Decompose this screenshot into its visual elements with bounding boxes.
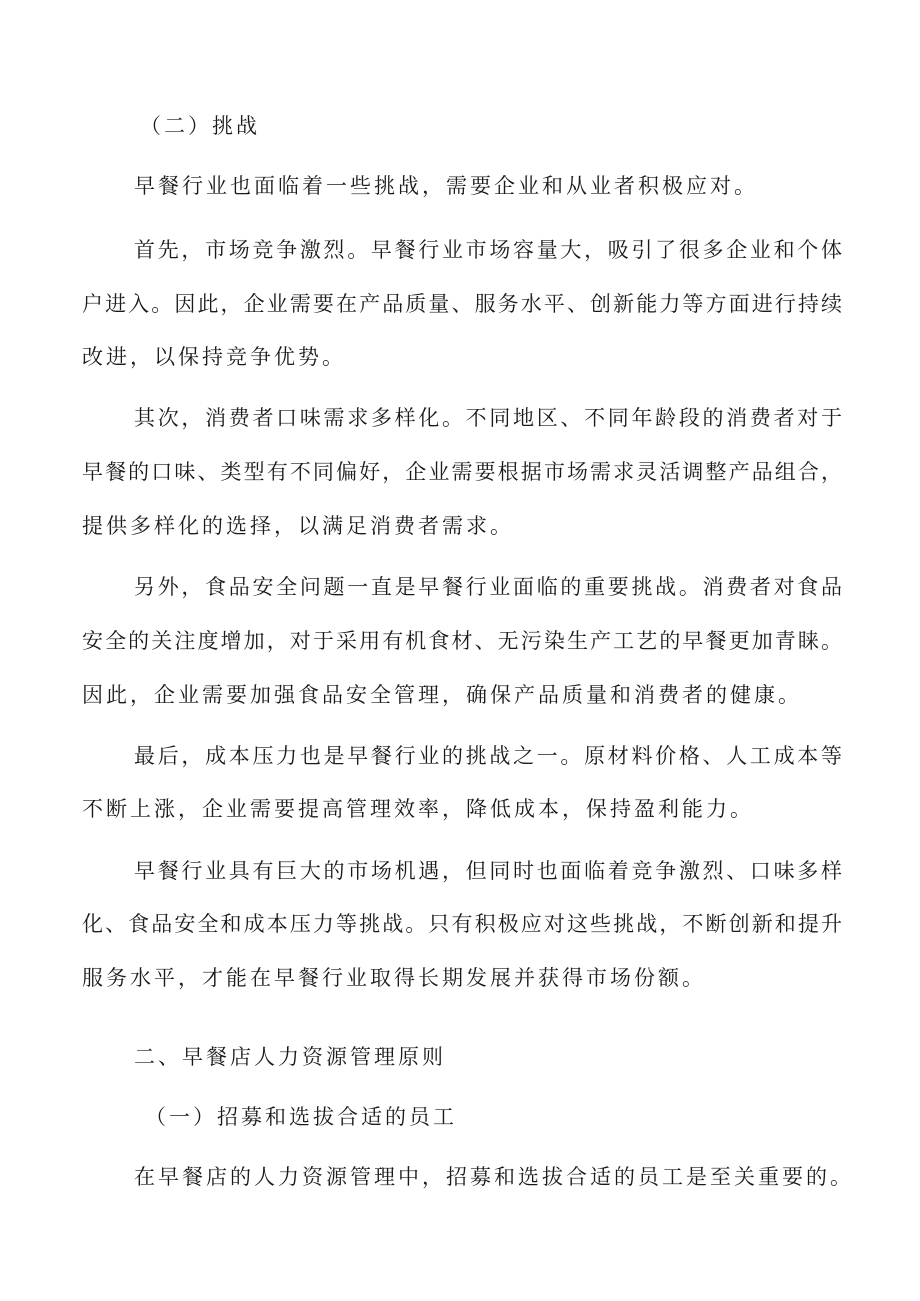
recruit-intro-paragraph: 在早餐店的人力资源管理中，招募和选拔合适的员工是至关重要的。 [134,1165,854,1189]
para-fourth-line-2: 不断上涨，企业需要提高管理效率，降低成本，保持盈利能力。 [82,797,754,821]
para-summary-line-2: 化、食品安全和成本压力等挑战。只有积极应对这些挑战，不断创新和提升 [82,912,842,936]
section-challenge-heading: （二）挑战 [140,114,260,138]
para-first-line-2: 户进入。因此，企业需要在产品质量、服务水平、创新能力等方面进行持续 [82,292,842,316]
para-summary-line-1: 早餐行业具有巨大的市场机遇，但同时也面临着竞争激烈、口味多样 [134,859,842,883]
para-second-line-1: 其次，消费者口味需求多样化。不同地区、不同年龄段的消费者对于 [134,406,842,430]
para-summary-line-3: 服务水平，才能在早餐行业取得长期发展并获得市场份额。 [82,966,706,990]
para-fourth-line-1: 最后，成本压力也是早餐行业的挑战之一。原材料价格、人工成本等 [134,744,842,768]
section-two-heading: 二、早餐店人力资源管理原则 [134,1045,446,1069]
para-first-line-3: 改进，以保持竞争优势。 [82,345,346,369]
para-third-line-3: 因此，企业需要加强食品安全管理，确保产品质量和消费者的健康。 [82,683,802,707]
para-second-line-3: 提供多样化的选择，以满足消费者需求。 [82,514,514,538]
para-third-line-2: 安全的关注度增加，对于采用有机食材、无污染生产工艺的早餐更加青睐。 [82,629,842,653]
para-third-line-1: 另外，食品安全问题一直是早餐行业面临的重要挑战。消费者对食品 [134,575,842,599]
challenge-intro-paragraph: 早餐行业也面临着一些挑战，需要企业和从业者积极应对。 [134,174,758,198]
subsection-one-heading: （一）招募和选拔合适的员工 [145,1105,457,1129]
para-first-line-1: 首先，市场竞争激烈。早餐行业市场容量大，吸引了很多企业和个体 [134,238,842,262]
para-second-line-2: 早餐的口味、类型有不同偏好，企业需要根据市场需求灵活调整产品组合， [82,460,842,484]
